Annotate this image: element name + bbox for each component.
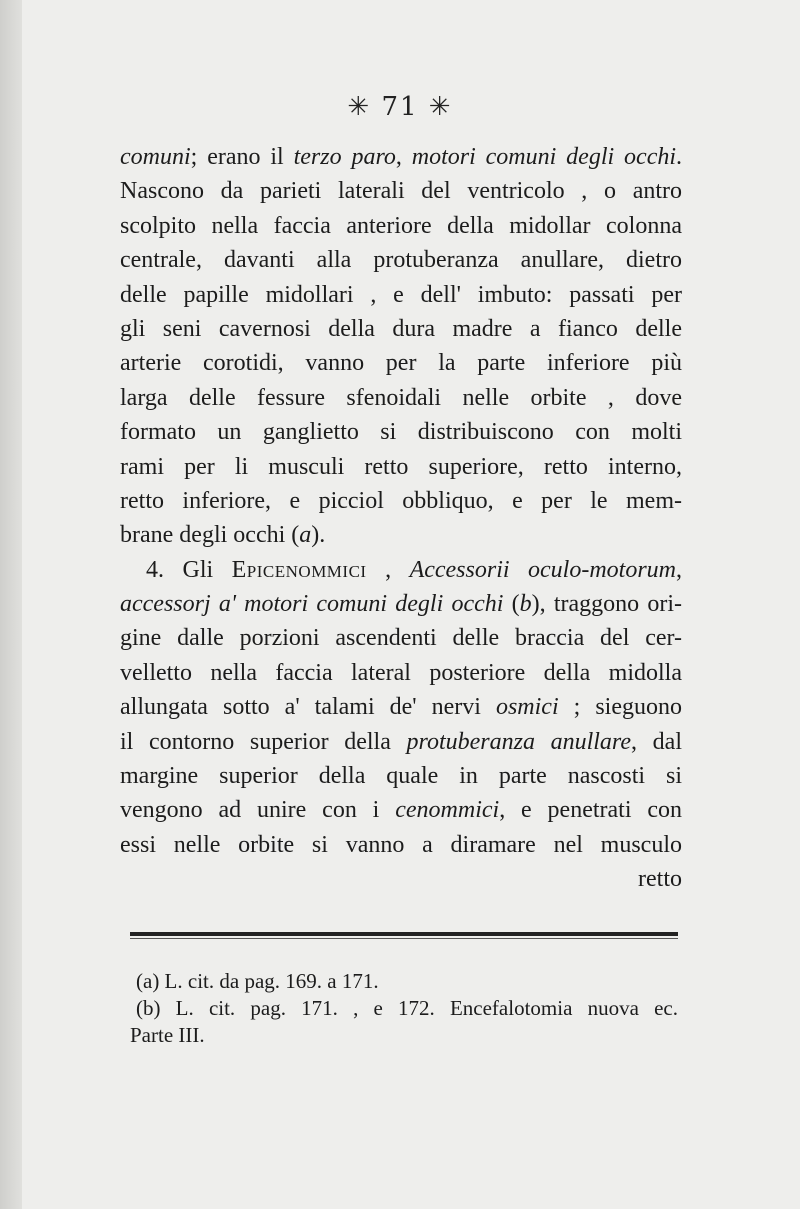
text-run: ), traggono ori- [531, 591, 682, 618]
italic-text: cenommici [395, 797, 500, 824]
footnote-rule [130, 932, 678, 936]
text-line [120, 415, 682, 449]
text-line [120, 690, 682, 724]
text-run: velletto nella faccia lateral posteriore della midolla [120, 659, 682, 686]
text-run: il contorno superior della [120, 728, 407, 755]
page-header: ✳ 71 ✳ [347, 92, 453, 122]
text-line [120, 725, 682, 759]
text-run: essi nelle orbite si vanno a diramare nel musculo [120, 831, 682, 858]
text-run: rami per li musculi retto superiore, retto interno, [120, 453, 682, 480]
text-run: 4. Gli [146, 556, 232, 583]
text-run: , [366, 556, 410, 583]
text-line [120, 587, 682, 621]
footnote: (b) L. cit. pag. 171. , e 172. Encefalotomia nuova ec. [136, 996, 678, 1020]
text-line [120, 243, 682, 277]
text-run: larga delle fessure sfenoidali nelle orbite , dove [120, 384, 682, 411]
text-run: , [676, 556, 683, 583]
text-line [120, 450, 682, 484]
text-run: allungata sotto a' talami de' nervi [120, 694, 496, 721]
footnotes [130, 968, 678, 1049]
italic-text: b [519, 591, 532, 618]
text-run: brane degli occhi ( [120, 522, 300, 549]
italic-text: a [299, 522, 312, 549]
text-run: delle papille midollari , e dell' imbuto: passati per [120, 281, 682, 308]
page-edge [0, 0, 22, 1209]
main-text [120, 140, 682, 897]
text-run: margine superior della quale in parte nascosti si [120, 763, 682, 790]
text-run: vengono ad unire con i [120, 797, 396, 824]
text-line [120, 484, 682, 518]
text-run: Epicenommici [231, 556, 367, 583]
text-line [120, 140, 682, 174]
italic-text: osmici [495, 694, 559, 721]
text-line [120, 278, 682, 312]
text-run: retto inferiore, e picciol obbliquo, e per le mem- [120, 487, 682, 514]
text-run: ; erano il [190, 144, 294, 170]
italic-text: protuberanza anullare [406, 728, 632, 755]
text-line [120, 209, 682, 243]
italic-text: accessorj a' motori comuni degli occhi [120, 591, 504, 618]
text-line [120, 518, 682, 552]
footnote: Parte III. [130, 1023, 205, 1047]
text-run: centrale, davanti alla protuberanza anullare, dietro [120, 247, 682, 274]
italic-text: Accessorii oculo-motorum [409, 556, 677, 583]
text-run: arterie corotidi, vanno per la parte inferiore più [120, 350, 682, 377]
text-run: formato un ganglietto si distribuiscono con molti [120, 419, 682, 446]
text-run: , dal [631, 728, 682, 755]
text-line [120, 621, 682, 655]
text-line [120, 346, 682, 380]
text-run: gli seni cavernosi della dura madre a fianco delle [120, 315, 682, 342]
italic-text: motori comuni degli occhi [411, 144, 677, 170]
text-run: , [395, 144, 412, 170]
text-run: retto [638, 866, 682, 893]
text-run: Nascono da parieti laterali del ventricolo , o antro [120, 178, 682, 205]
text-run: . [676, 144, 683, 170]
text-run: gine dalle porzioni ascendenti delle braccia del cer- [120, 625, 682, 652]
footnote: (a) L. cit. da pag. 169. a 171. [136, 969, 379, 993]
text-line [120, 381, 682, 415]
italic-text: terzo paro [293, 144, 396, 170]
text-line [120, 174, 682, 208]
text-run: ( [503, 591, 520, 618]
italic-text: comuni [120, 144, 191, 170]
text-line [120, 828, 682, 862]
text-line [120, 312, 682, 346]
text-run: ). [311, 522, 326, 549]
text-line [120, 862, 682, 896]
text-run: scolpito nella faccia anteriore della midollar colonna [120, 212, 682, 239]
text-line [120, 553, 682, 587]
text-line [120, 656, 682, 690]
text-line [120, 793, 682, 827]
footnote-rule-thin [130, 938, 678, 939]
text-line [120, 759, 682, 793]
text-run: ; sieguono [558, 694, 682, 721]
text-run: , e penetrati con [499, 797, 683, 824]
